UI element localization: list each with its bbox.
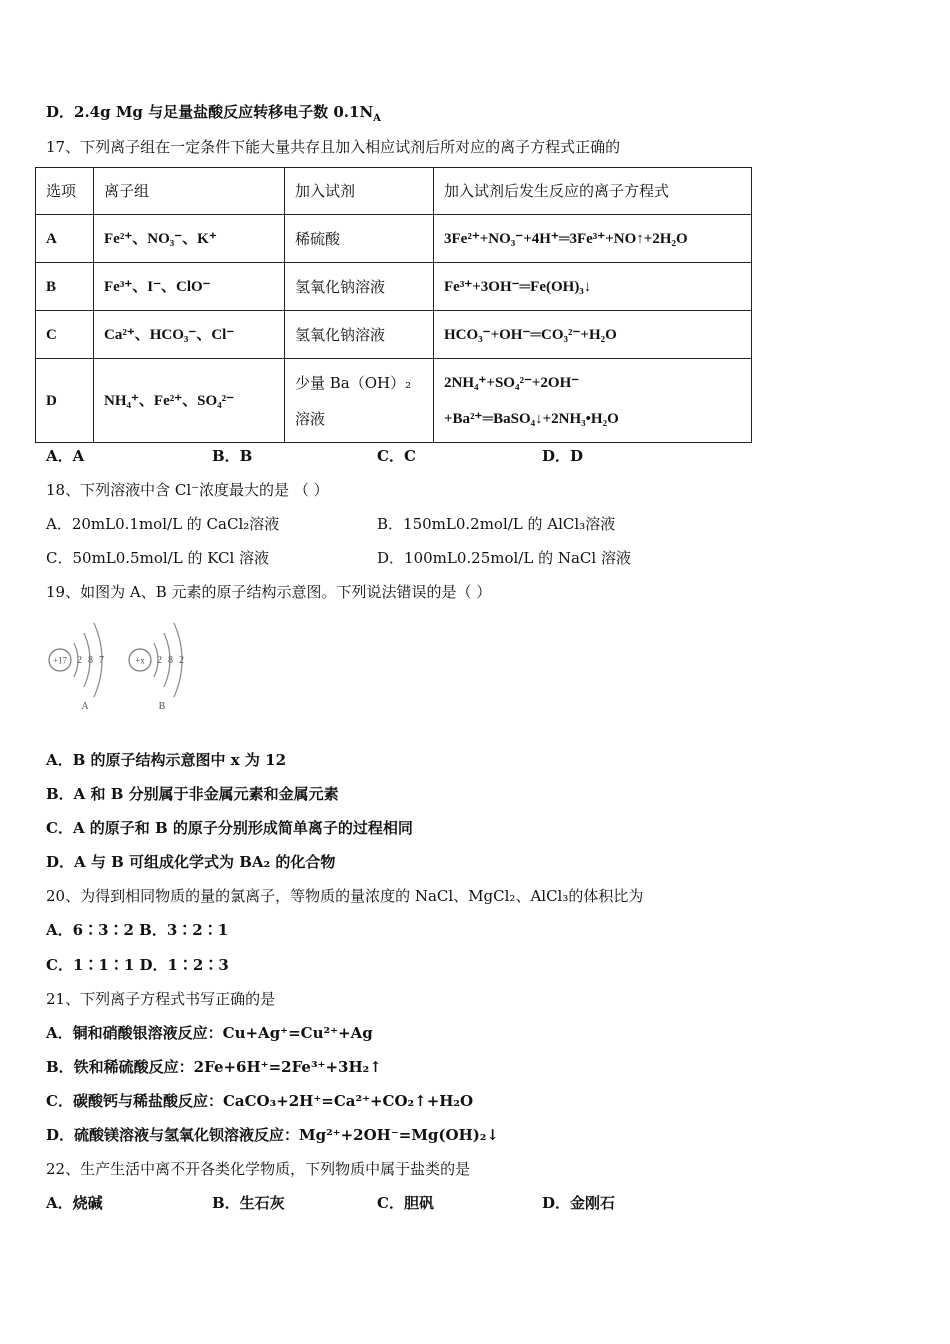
q20-options-row-2: C．1∶1∶1 D．1∶2∶3 xyxy=(46,956,229,974)
atom-b-shell-3: 2 xyxy=(179,655,184,666)
q19-option-c: C．A 的原子和 B 的原子分别形成简单离子的过程相同 xyxy=(46,819,413,837)
q21-option-d: D．硫酸镁溶液与氢氧化钡溶液反应：Mg²⁺+2OH⁻=Mg(OH)₂↓ xyxy=(46,1126,499,1144)
q17-option-d: D．D xyxy=(542,447,584,465)
q19-stem: 19、如图为 A、B 元素的原子结构示意图。下列说法错误的是（ ） xyxy=(46,583,492,601)
row-equation: 3Fe²⁺+NO₃⁻+4H⁺═3Fe³⁺+NO↑+2H₂O xyxy=(434,215,752,263)
q22-option-b: B．生石灰 xyxy=(212,1194,285,1212)
row-option: B xyxy=(36,263,94,311)
row-reagent: 氢氧化钠溶液 xyxy=(285,263,434,311)
q18-stem: 18、下列溶液中含 Cl⁻浓度最大的是 （ ） xyxy=(46,481,329,499)
q21-option-c: C．碳酸钙与稀盐酸反应：CaCO₃+2H⁺=Ca²⁺+CO₂↑+H₂O xyxy=(46,1092,474,1110)
header-reagent: 加入试剂 xyxy=(285,168,434,215)
header-option: 选项 xyxy=(36,168,94,215)
row-ions: Fe²⁺、NO₃⁻、K⁺ xyxy=(94,215,285,263)
q18-option-c: C．50mL0.5mol/L 的 KCl 溶液 xyxy=(46,549,270,567)
table-row xyxy=(36,311,752,359)
q17-option-b: B．B xyxy=(212,447,253,465)
table-row xyxy=(36,263,752,311)
atom-structure-diagram xyxy=(40,615,210,720)
row-option: D xyxy=(36,359,94,443)
row-equation xyxy=(434,359,752,443)
row-ions: Ca²⁺、HCO₃⁻、Cl⁻ xyxy=(94,311,285,359)
table-header-row xyxy=(36,168,752,215)
row-ions: NH₄⁺、Fe²⁺、SO₄²⁻ xyxy=(94,359,285,443)
atom-a-shell-2: 8 xyxy=(88,655,93,666)
q21-stem: 21、下列离子方程式书写正确的是 xyxy=(46,990,276,1008)
atom-b-label: B xyxy=(158,701,166,712)
q16-option-d: D．2.4g Mg 与足量盐酸反应转移电子数 $0.1N_A$ xyxy=(46,103,381,124)
row-reagent-line-1: 少量 Ba（OH）₂ xyxy=(295,373,412,392)
q17-option-a: A．A xyxy=(46,447,85,465)
q18-option-b: B．150mL0.2mol/L 的 AlCl₃溶液 xyxy=(377,515,616,533)
q22-option-a: A．烧碱 xyxy=(46,1194,103,1212)
row-reagent: 氢氧化钠溶液 xyxy=(285,311,434,359)
q17-stem: 17、下列离子组在一定条件下能大量共存且加入相应试剂后所对应的离子方程式正确的 xyxy=(46,138,621,156)
table-row xyxy=(36,215,752,263)
row-reagent-line-2: 溶液 xyxy=(295,409,326,428)
q17-option-c: C．C xyxy=(377,447,416,465)
q20-options-row-1: A．6∶3∶2 B．3∶2∶1 xyxy=(46,921,229,939)
q22-option-d: D．金刚石 xyxy=(542,1194,616,1212)
q22-option-c: C．胆矾 xyxy=(377,1194,434,1212)
row-equation: HCO₃⁻+OH⁻═CO₃²⁻+H₂O xyxy=(434,311,752,359)
header-ion-group: 离子组 xyxy=(94,168,285,215)
q22-stem: 22、生产生活中离不开各类化学物质，下列物质中属于盐类的是 xyxy=(46,1160,471,1178)
q18-option-a: A．20mL0.1mol/L 的 CaCl₂溶液 xyxy=(46,515,280,533)
row-option: C xyxy=(36,311,94,359)
atom-a-shell-3: 7 xyxy=(99,655,104,666)
q19-option-a: A．B 的原子结构示意图中 x 为 12 xyxy=(46,751,287,769)
row-option: A xyxy=(36,215,94,263)
atom-b-nucleus: +x xyxy=(135,655,145,666)
q20-stem: 20、为得到相同物质的量的氯离子，等物质的量浓度的 NaCl、MgCl₂、AlCl₃的体积比为 xyxy=(46,887,644,905)
row-reagent xyxy=(285,359,434,443)
row-equation-line-1: 2NH₄⁺+SO₄²⁻+2OH⁻ xyxy=(444,374,580,391)
q21-option-b: B．铁和稀硫酸反应：2Fe+6H⁺=2Fe³⁺+3H₂↑ xyxy=(46,1058,382,1076)
atom-b-shell-2: 8 xyxy=(168,655,173,666)
row-equation: Fe³⁺+3OH⁻═Fe(OH)₃↓ xyxy=(434,263,752,311)
q21-option-a: A．铜和硝酸银溶液反应：Cu+Ag⁺=Cu²⁺+Ag xyxy=(46,1024,373,1042)
q19-option-d: D．A 与 B 可组成化学式为 BA₂ 的化合物 xyxy=(46,853,336,871)
row-reagent: 稀硫酸 xyxy=(285,215,434,263)
atom-b-shell-1: 2 xyxy=(157,655,162,666)
atom-a-nucleus: +17 xyxy=(52,655,68,666)
row-ions: Fe³⁺、I⁻、ClO⁻ xyxy=(94,263,285,311)
atom-a xyxy=(49,623,104,712)
atom-a-label: A xyxy=(81,701,89,712)
atom-a-shell-1: 2 xyxy=(77,655,82,666)
q19-option-b: B．A 和 B 分别属于非金属元素和金属元素 xyxy=(46,785,339,803)
row-equation-line-2: +Ba²⁺═BaSO₄↓+2NH₃•H₂O xyxy=(444,410,619,427)
atom-b xyxy=(129,623,184,712)
q18-option-d: D．100mL0.25mol/L 的 NaCl 溶液 xyxy=(377,549,631,567)
table-row xyxy=(36,359,752,443)
q17-table xyxy=(35,167,752,443)
header-equation: 加入试剂后发生反应的离子方程式 xyxy=(434,168,752,215)
